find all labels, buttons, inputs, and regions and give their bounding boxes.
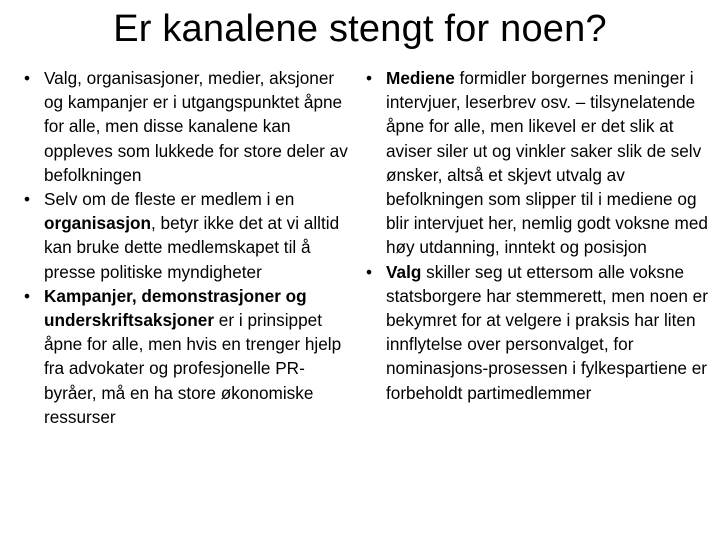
bullet-text: Valg, organisasjoner, medier, aksjoner og kampanjer er i utgangspunktet åpne for alle, men disse kanalene kan oppleves som lukkede for store deler av befolkningen — [44, 68, 348, 185]
bullet-item — [366, 66, 708, 260]
bullet-text: Selv om de fleste er medlem i en organisasjon, betyr ikke det at vi alltid kan bruke dette medlemskapet til å presse politiske myndigheter — [44, 189, 340, 282]
bullet-text: Mediene formidler borgernes meninger i intervjuer, leserbrev osv. – tilsynelatende åpne for alle, men likevel er det slik at aviser siler ut og vinkler saker slik de selv ønsker, altså et skjevt utvalg av befolkningen som slipper til i mediene og blir intervjuet her, nemlig godt voksne med høy utdanning, inntekt og posisjon — [386, 68, 708, 258]
bullet-item — [24, 284, 354, 429]
keyword: Kampanjer, demonstrasjoner og underskriftsaksjoner — [44, 285, 307, 331]
bullet-text: Kampanjer, demonstrasjoner og underskriftsaksjoner er i prinsippet åpne for alle, men hvis en trenger hjelp fra advokater og profesjonelle PR-byråer, må en ha store økonomiske ressurser — [44, 285, 342, 427]
bullet-marker: • — [366, 261, 373, 282]
bullet-item — [24, 66, 354, 187]
bullet-item — [366, 260, 708, 405]
right-bullet-list — [366, 66, 708, 405]
bullet-marker: • — [24, 189, 31, 210]
left-bullet-list — [24, 66, 354, 429]
keyword: organisasjon — [44, 213, 151, 234]
keyword: Mediene — [386, 68, 455, 88]
slide-title: Er kanalene stengt for noen? — [113, 8, 607, 50]
bullet-marker: • — [24, 68, 31, 88]
bullet-item — [24, 187, 354, 284]
keyword: Valg — [386, 261, 422, 282]
bullet-text: Valg skiller seg ut ettersom alle voksne statsborgere har stemmerett, men noen er bekymret for at velgere i praksis har liten innflytelse over personvalget, for nominasjons-prosessen i fylkespartiene er forbeholdt partimedlemmer — [386, 261, 708, 403]
bullet-marker: • — [24, 285, 31, 306]
bullet-marker: • — [366, 68, 373, 88]
